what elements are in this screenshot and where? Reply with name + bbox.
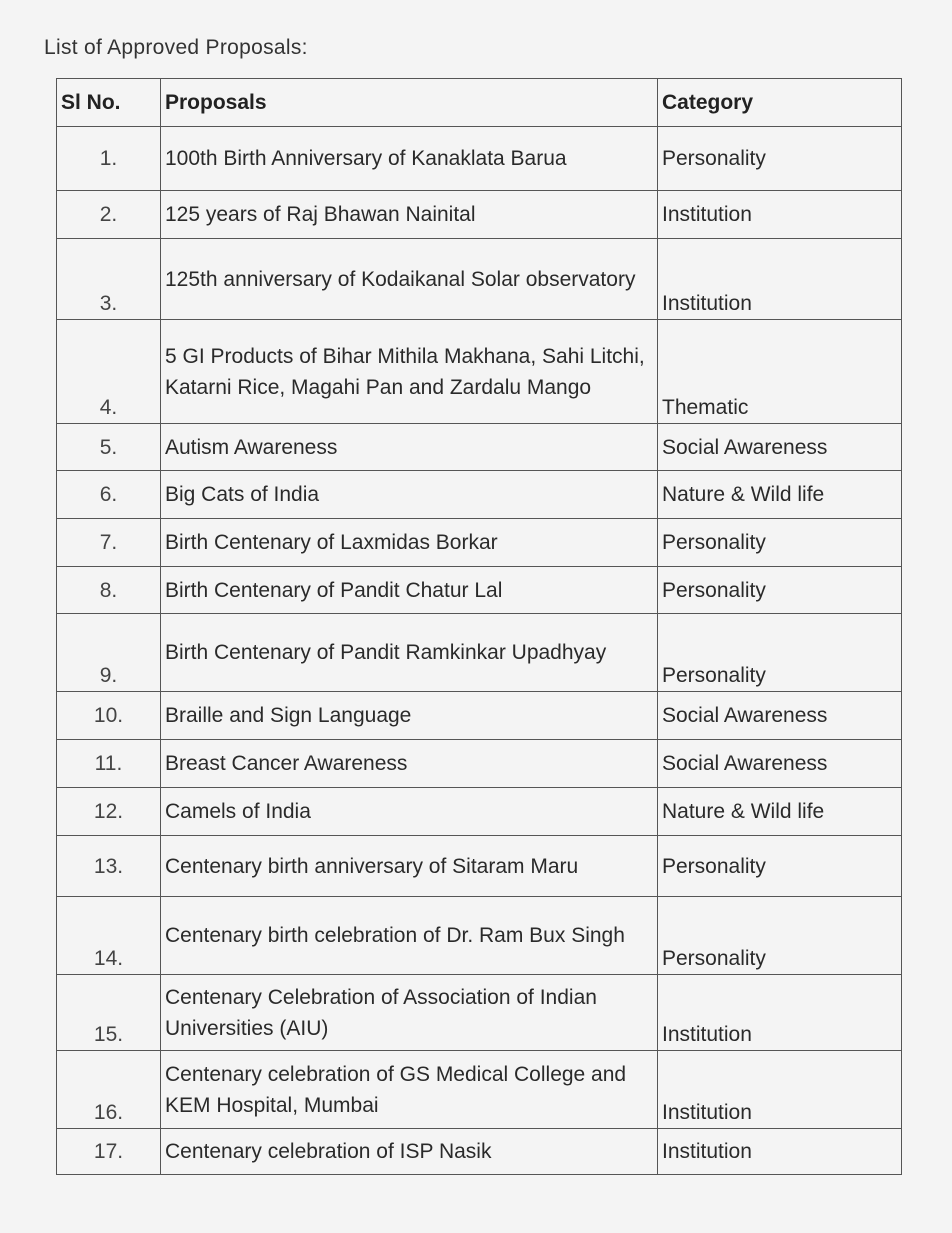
row-category: Personality — [658, 836, 902, 897]
table-row — [57, 127, 902, 191]
table-row — [57, 519, 902, 567]
row-proposal: Centenary Celebration of Association of Indian Universities (AIU) — [161, 975, 658, 1051]
row-category: Institution — [658, 1129, 902, 1175]
row-category: Social Awareness — [658, 740, 902, 788]
row-proposal: Centenary celebration of ISP Nasik — [161, 1129, 658, 1175]
row-category: Institution — [658, 975, 902, 1051]
row-sl-no: 10. — [57, 692, 161, 740]
row-proposal: Centenary celebration of GS Medical College and KEM Hospital, Mumbai — [161, 1051, 658, 1129]
row-category: Social Awareness — [658, 424, 902, 471]
header-sl-no: Sl No. — [57, 79, 161, 127]
row-sl-no: 6. — [57, 471, 161, 519]
row-sl-no: 4. — [57, 320, 161, 424]
row-proposal: 100th Birth Anniversary of Kanaklata Barua — [161, 127, 658, 191]
table-row — [57, 191, 902, 239]
row-category: Personality — [658, 567, 902, 614]
row-sl-no: 12. — [57, 788, 161, 836]
row-category: Personality — [658, 127, 902, 191]
table-row — [57, 320, 902, 424]
row-category: Personality — [658, 614, 902, 692]
row-category: Social Awareness — [658, 692, 902, 740]
row-proposal: 125 years of Raj Bhawan Nainital — [161, 191, 658, 239]
row-sl-no: 17. — [57, 1129, 161, 1175]
row-sl-no: 2. — [57, 191, 161, 239]
row-proposal: Birth Centenary of Pandit Chatur Lal — [161, 567, 658, 614]
row-category: Thematic — [658, 320, 902, 424]
header-category: Category — [658, 79, 902, 127]
table-row — [57, 692, 902, 740]
row-category: Institution — [658, 239, 902, 320]
row-sl-no: 11. — [57, 740, 161, 788]
row-proposal: 5 GI Products of Bihar Mithila Makhana, Sahi Litchi, Katarni Rice, Magahi Pan and Zardalu Mango — [161, 320, 658, 424]
row-proposal: Centenary birth celebration of Dr. Ram Bux Singh — [161, 897, 658, 975]
row-proposal: Centenary birth anniversary of Sitaram Maru — [161, 836, 658, 897]
row-proposal: Birth Centenary of Pandit Ramkinkar Upadhyay — [161, 614, 658, 692]
row-sl-no: 16. — [57, 1051, 161, 1129]
row-sl-no: 13. — [57, 836, 161, 897]
table-row — [57, 975, 902, 1051]
table-row — [57, 471, 902, 519]
table-row — [57, 1051, 902, 1129]
row-proposal: Big Cats of India — [161, 471, 658, 519]
table-row — [57, 614, 902, 692]
approved-proposals-table — [56, 78, 902, 1175]
row-proposal: Braille and Sign Language — [161, 692, 658, 740]
row-proposal: Autism Awareness — [161, 424, 658, 471]
row-category: Personality — [658, 519, 902, 567]
table-row — [57, 788, 902, 836]
table-row — [57, 424, 902, 471]
row-category: Nature & Wild life — [658, 471, 902, 519]
page-title: List of Approved Proposals: — [44, 36, 308, 59]
row-sl-no: 9. — [57, 614, 161, 692]
row-category: Institution — [658, 1051, 902, 1129]
table-row — [57, 897, 902, 975]
table-header-row — [57, 79, 902, 127]
row-sl-no: 1. — [57, 127, 161, 191]
row-proposal: 125th anniversary of Kodaikanal Solar observatory — [161, 239, 658, 320]
row-sl-no: 5. — [57, 424, 161, 471]
row-proposal: Birth Centenary of Laxmidas Borkar — [161, 519, 658, 567]
row-category: Nature & Wild life — [658, 788, 902, 836]
row-sl-no: 8. — [57, 567, 161, 614]
row-sl-no: 14. — [57, 897, 161, 975]
header-proposals: Proposals — [161, 79, 658, 127]
row-proposal: Camels of India — [161, 788, 658, 836]
row-sl-no: 3. — [57, 239, 161, 320]
table-row — [57, 1129, 902, 1175]
row-proposal: Breast Cancer Awareness — [161, 740, 658, 788]
table-row — [57, 836, 902, 897]
row-category: Personality — [658, 897, 902, 975]
table-row — [57, 567, 902, 614]
row-sl-no: 15. — [57, 975, 161, 1051]
table-row — [57, 239, 902, 320]
row-category: Institution — [658, 191, 902, 239]
table-row — [57, 740, 902, 788]
row-sl-no: 7. — [57, 519, 161, 567]
